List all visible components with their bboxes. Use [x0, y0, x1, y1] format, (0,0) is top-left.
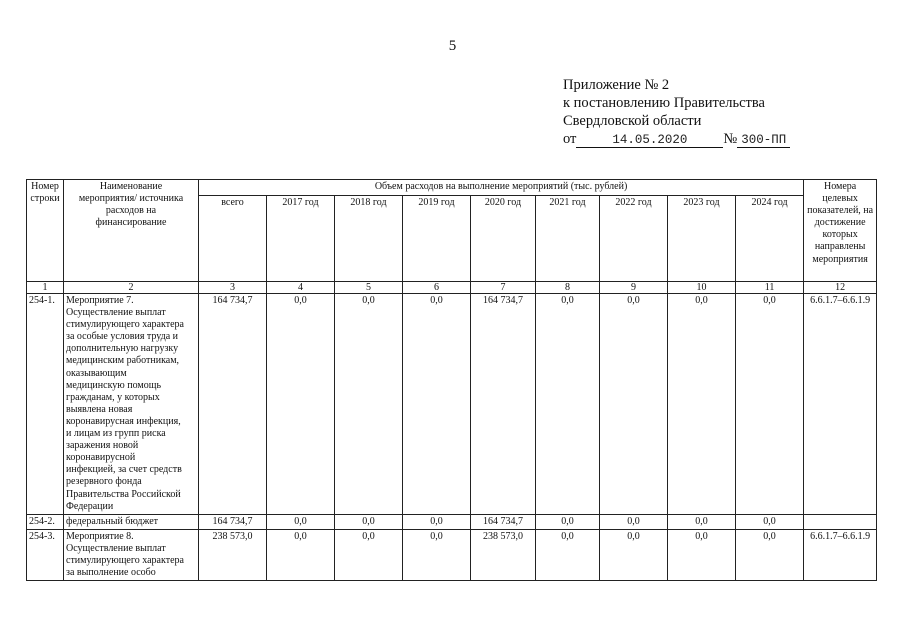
- row-value: 0,0: [600, 294, 668, 515]
- row-value: 0,0: [536, 529, 600, 580]
- row-value: 0,0: [403, 529, 471, 580]
- header-year: 2022 год: [600, 196, 668, 282]
- row-value: 164 734,7: [471, 294, 536, 515]
- row-value: 0,0: [267, 294, 335, 515]
- row-total: 238 573,0: [199, 529, 267, 580]
- column-number: 7: [471, 282, 536, 294]
- appendix-title: Приложение № 2: [563, 77, 670, 93]
- row-number: 254-1.: [27, 294, 64, 515]
- row-indicators: [804, 514, 877, 529]
- column-number: 4: [267, 282, 335, 294]
- header-year: 2019 год: [403, 196, 471, 282]
- column-number: 8: [536, 282, 600, 294]
- appendix-line-3: Свердловской области: [563, 113, 702, 129]
- row-value: 0,0: [403, 514, 471, 529]
- row-name: Мероприятие 7. Осуществление выплат стимулирующего характера за особые условия труда и дополнительную нагрузку медицинским работникам, оказывающим медицинскую помощь гражданам, у которых выявлена новая коронавирусная инфекция, и лицам из групп риска заражения новой коронавирусной инфекцией, за счет средств резервного фонда Правительства Российской Федерации: [64, 294, 199, 515]
- row-value: 0,0: [736, 294, 804, 515]
- header-volume: Объем расходов на выполнение мероприятий (тыс. рублей): [199, 180, 804, 196]
- header-name: Наименование мероприятия/ источника расходов на финансирование: [64, 180, 199, 282]
- number-prefix: №: [723, 131, 738, 147]
- column-number: 12: [804, 282, 877, 294]
- row-value: 0,0: [335, 294, 403, 515]
- row-value: 0,0: [668, 529, 736, 580]
- table-row: [27, 514, 877, 529]
- row-name: Мероприятие 8. Осуществление выплат стимулирующего характера за выполнение особо: [64, 529, 199, 580]
- date-prefix: от: [563, 131, 577, 147]
- row-value: 0,0: [668, 294, 736, 515]
- row-name: федеральный бюджет: [64, 514, 199, 529]
- row-indicators: 6.6.1.7–6.6.1.9: [804, 294, 877, 515]
- row-value: 0,0: [668, 514, 736, 529]
- table-row: [27, 529, 877, 580]
- header-year: 2021 год: [536, 196, 600, 282]
- header-year: 2024 год: [736, 196, 804, 282]
- appendix-header: [563, 76, 790, 148]
- header-year: 2018 год: [335, 196, 403, 282]
- row-value: 0,0: [403, 294, 471, 515]
- row-total: 164 734,7: [199, 294, 267, 515]
- column-number-row: [27, 282, 877, 294]
- row-value: 0,0: [600, 529, 668, 580]
- column-number: 10: [668, 282, 736, 294]
- appendix-line-2: к постановлению Правительства: [563, 95, 765, 111]
- row-value: 0,0: [335, 529, 403, 580]
- row-indicators: 6.6.1.7–6.6.1.9: [804, 529, 877, 580]
- row-value: 238 573,0: [471, 529, 536, 580]
- header-row-number: Номер строки: [27, 180, 64, 282]
- row-value: 0,0: [536, 514, 600, 529]
- row-value: 0,0: [536, 294, 600, 515]
- column-number: 1: [27, 282, 64, 294]
- header-year: 2017 год: [267, 196, 335, 282]
- column-number: 3: [199, 282, 267, 294]
- column-number: 6: [403, 282, 471, 294]
- column-number: 11: [736, 282, 804, 294]
- header-total: всего: [199, 196, 267, 282]
- row-number: 254-3.: [27, 529, 64, 580]
- row-value: 0,0: [267, 529, 335, 580]
- row-value: 0,0: [736, 529, 804, 580]
- row-value: 0,0: [267, 514, 335, 529]
- column-number: 9: [600, 282, 668, 294]
- column-number: 5: [335, 282, 403, 294]
- expenses-table: [26, 179, 877, 581]
- number-value: 300-ПП: [737, 133, 790, 148]
- row-value: 0,0: [600, 514, 668, 529]
- row-total: 164 734,7: [199, 514, 267, 529]
- row-value: 164 734,7: [471, 514, 536, 529]
- row-value: 0,0: [335, 514, 403, 529]
- appendix-date-line: [563, 130, 790, 148]
- date-value: 14.05.2020: [576, 133, 723, 148]
- page-number: 5: [448, 38, 457, 54]
- row-value: 0,0: [736, 514, 804, 529]
- row-number: 254-2.: [27, 514, 64, 529]
- column-number: 2: [64, 282, 199, 294]
- header-year: 2023 год: [668, 196, 736, 282]
- header-year: 2020 год: [471, 196, 536, 282]
- table-row: [27, 294, 877, 515]
- header-indicators: Номера целевых показателей, на достижение которых направлены мероприятия: [804, 180, 877, 282]
